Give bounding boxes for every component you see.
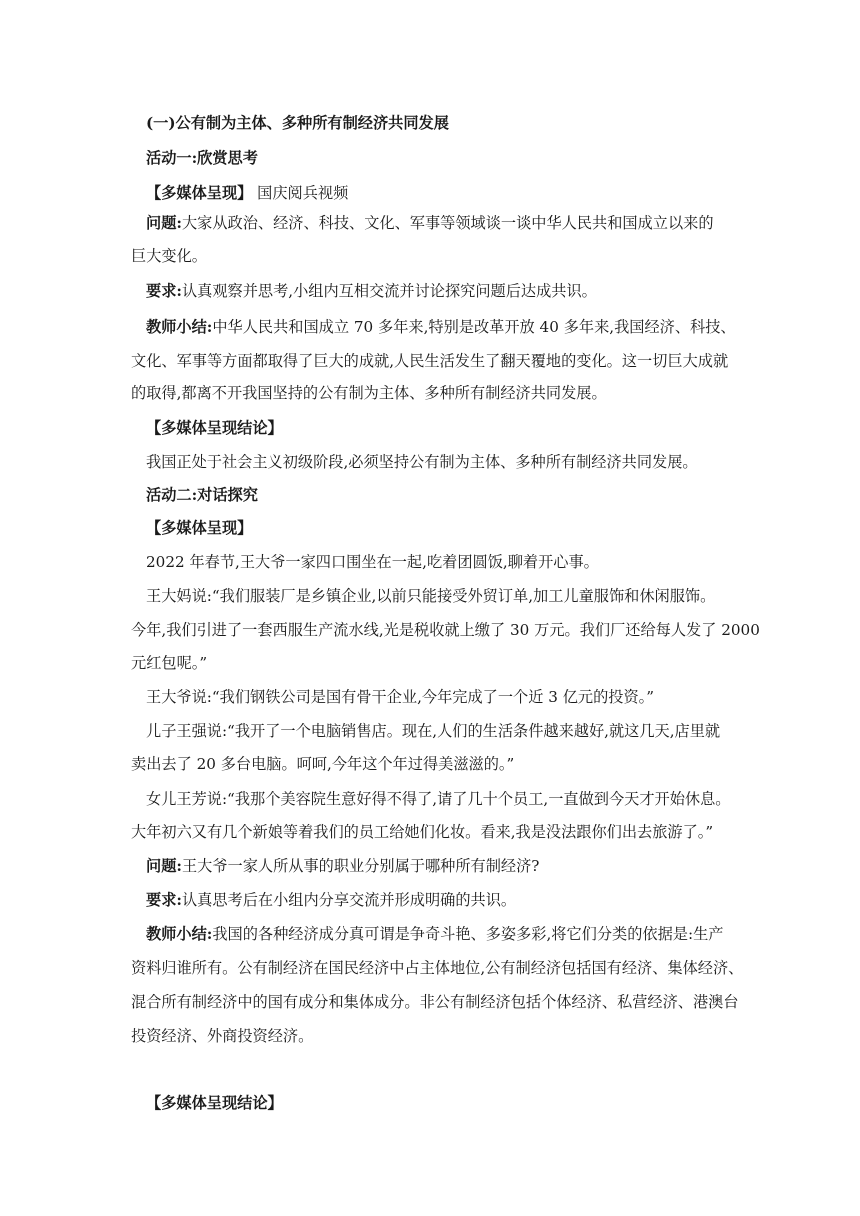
media2-label: 【多媒体呈现】 [146, 519, 253, 537]
teacher-summary2-paragraph [146, 923, 724, 945]
media1-label: 【多媒体呈现】 [146, 184, 253, 202]
son-line2: 卖出去了 20 多台电脑。呵呵,今年这个年过得美滋滋的。” [131, 755, 515, 773]
conclusion2-label: 【多媒体呈现结论】 [146, 1094, 283, 1112]
conclusion1-text: 我国正处于社会主义初级阶段,必须坚持公有制为主体、多种所有制经济共同发展。 [146, 453, 698, 471]
question1-line2: 巨大变化。 [131, 247, 207, 265]
conclusion1-label: 【多媒体呈现结论】 [146, 419, 283, 437]
question1-paragraph [146, 212, 714, 234]
story-intro: 2022 年春节,王大爷一家四口围坐在一起,吃着团圆饭,聊着开心事。 [146, 553, 599, 571]
teacher-summary1-line3: 的取得,都离不开我国坚持的公有制为主体、多种所有制经济共同发展。 [131, 384, 607, 402]
daughter-line1: 女儿王芳说:“我那个美容院生意好得不得了,请了几十个员工,一直做到今天才开始休息。 [146, 790, 731, 808]
section-heading: (一)公有制为主体、多种所有制经济共同发展 [146, 114, 449, 132]
mom-line3: 元红包呢。” [131, 654, 208, 672]
activity2-title: 活动二:对话探究 [146, 486, 258, 504]
question2-label: 问题: [146, 857, 182, 875]
question1-label: 问题: [146, 214, 182, 232]
son-line1: 儿子王强说:“我开了一个电脑销售店。现在,人们的生活条件越来越好,就这几天,店里就 [146, 722, 721, 740]
teacher-summary2-line4: 投资经济、外商投资经济。 [131, 1027, 314, 1045]
question1-line1: 大家从政治、经济、科技、文化、军事等领域谈一谈中华人民共和国成立以来的 [181, 214, 714, 232]
activity1-title: 活动一:欣赏思考 [146, 149, 258, 167]
question2-text: 王大爷一家人所从事的职业分别属于哪种所有制经济? [181, 857, 540, 875]
media1-paragraph [146, 182, 348, 204]
mom-line2: 今年,我们引进了一套西服生产流水线,光是税收就上缴了 30 万元。我们厂还给每人发了 2000 [131, 621, 760, 639]
requirement2-text: 认真思考后在小组内分享交流并形成明确的共识。 [181, 891, 517, 909]
dad-line1: 王大爷说:“我们钢铁公司是国有骨干企业,今年完成了一个近 3 亿元的投资。” [146, 688, 655, 706]
teacher-summary2-line3: 混合所有制经济中的国有成分和集体成分。非公有制经济包括个体经济、私营经济、港澳台 [131, 993, 739, 1011]
requirement2-paragraph [146, 889, 516, 911]
requirement1-paragraph [146, 280, 597, 302]
teacher-summary2-line1: 我国的各种经济成分真可谓是争奇斗艳、多姿多彩,将它们分类的依据是:生产 [212, 925, 724, 943]
teacher-summary1-label: 教师小结: [146, 318, 213, 336]
teacher-summary1-paragraph [146, 316, 736, 338]
requirement1-label: 要求: [146, 282, 182, 300]
question2-paragraph [146, 855, 539, 877]
requirement1-text: 认真观察并思考,小组内互相交流并讨论探究问题后达成共识。 [181, 282, 597, 300]
media1-text: 国庆阅兵视频 [252, 184, 349, 202]
teacher-summary2-label: 教师小结: [146, 925, 213, 943]
teacher-summary1-line1: 中华人民共和国成立 70 多年来,特别是改革开放 40 多年来,我国经济、科技、 [212, 318, 736, 336]
requirement2-label: 要求: [146, 891, 182, 909]
mom-line1: 王大妈说:“我们服装厂是乡镇企业,以前只能接受外贸订单,加工儿童服饰和休闲服饰。 [146, 587, 716, 605]
daughter-line2: 大年初六又有几个新娘等着我们的员工给她们化妆。看来,我是没法跟你们出去旅游了。” [131, 823, 714, 841]
teacher-summary2-line2: 资料归谁所有。公有制经济在国民经济中占主体地位,公有制经济包括国有经济、集体经济、 [131, 959, 744, 977]
teacher-summary1-line2: 文化、军事等方面都取得了巨大的成就,人民生活发生了翻天覆地的变化。这一切巨大成就 [131, 352, 729, 370]
